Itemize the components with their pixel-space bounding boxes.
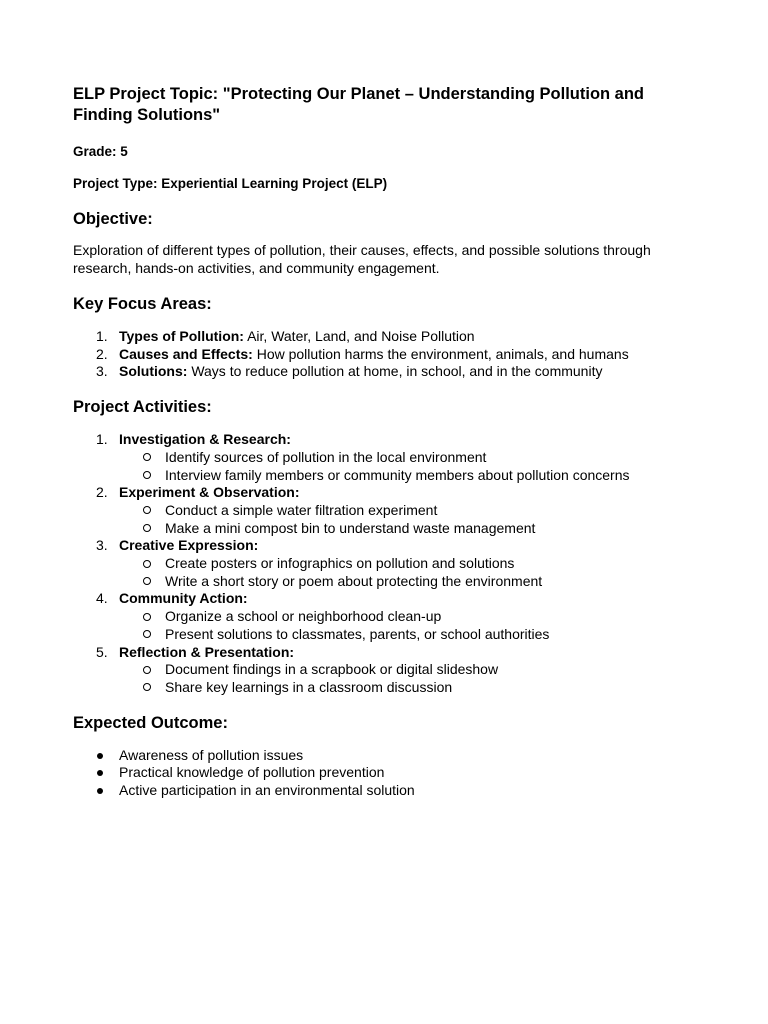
activity-item: [73, 431, 693, 484]
key-focus-item: [73, 346, 693, 364]
activity-subitem: Document findings in a scrapbook or digital slideshow: [73, 661, 693, 679]
list-number: 2.: [96, 345, 108, 362]
activity-subitem: Conduct a simple water filtration experiment: [73, 502, 693, 520]
activity-item: [73, 644, 693, 697]
activity-title: [73, 590, 693, 608]
hollow-bullet-icon: [143, 560, 151, 568]
activity-title: [73, 644, 693, 662]
activity-title: [73, 484, 693, 502]
list-number: 5.: [96, 643, 108, 660]
item-label: Causes and Effects:: [119, 345, 253, 362]
hollow-bullet-icon: [143, 683, 151, 691]
key-focus-item: [73, 328, 693, 346]
list-number: 1.: [96, 431, 108, 448]
activity-label: Reflection & Presentation:: [119, 643, 295, 660]
hollow-bullet-icon: [143, 453, 151, 461]
hollow-bullet-icon: [143, 630, 151, 638]
item-text: Ways to reduce pollution at home, in school, and in the community: [187, 363, 603, 380]
activity-title: [73, 537, 693, 555]
item-label: Solutions:: [119, 363, 188, 380]
list-number: 4.: [96, 590, 108, 607]
activity-label: Experiment & Observation:: [119, 484, 300, 501]
hollow-bullet-icon: [143, 666, 151, 674]
activity-item: [73, 484, 693, 537]
bullet-icon: [97, 753, 103, 759]
list-number: 1.: [96, 328, 108, 344]
item-text: How pollution harms the environment, animals, and humans: [252, 345, 629, 362]
outcome-item: Active participation in an environmental solution: [73, 782, 693, 800]
hollow-bullet-icon: [143, 506, 151, 514]
outcome-list: [73, 747, 693, 800]
document-title: ELP Project Topic: "Protecting Our Planet – Understanding Pollution and Finding Solutions": [73, 85, 645, 124]
outcome-item: Awareness of pollution issues: [73, 747, 693, 765]
item-text: Air, Water, Land, and Noise Pollution: [243, 328, 475, 344]
objective-heading: Objective:: [73, 210, 153, 228]
grade-line: Grade: 5: [73, 144, 128, 159]
activities-heading: Project Activities:: [73, 398, 212, 417]
item-label: Types of Pollution:: [119, 328, 244, 344]
activity-subitem: Create posters or infographics on pollution and solutions: [73, 555, 693, 573]
activity-subitem: Make a mini compost bin to understand waste management: [73, 520, 693, 538]
activity-subitem: Share key learnings in a classroom discussion: [73, 679, 693, 697]
project-type-line: Project Type: Experiential Learning Project (ELP): [73, 176, 388, 191]
activity-item: [73, 537, 693, 590]
document-page: [73, 84, 693, 800]
outcome-heading: Expected Outcome:: [73, 713, 228, 732]
hollow-bullet-icon: [143, 471, 151, 479]
activity-item: [73, 590, 693, 643]
activity-subitem: Write a short story or poem about protecting the environment: [73, 573, 693, 591]
hollow-bullet-icon: [143, 524, 151, 532]
activity-subitem: Identify sources of pollution in the local environment: [73, 449, 693, 467]
list-number: 2.: [96, 484, 108, 501]
activities-list: [73, 431, 693, 697]
key-focus-item: [73, 363, 693, 381]
bullet-icon: [97, 770, 103, 776]
hollow-bullet-icon: [143, 613, 151, 621]
activity-title: [73, 431, 693, 449]
key-focus-heading: Key Focus Areas:: [73, 295, 212, 313]
list-number: 3.: [96, 363, 108, 380]
objective-text: Exploration of different types of pollution, their causes, effects, and possible solutions through research, hands-on activities, and community engagement.: [73, 242, 651, 276]
activity-subitem: Present solutions to classmates, parents, or school authorities: [73, 626, 693, 644]
hollow-bullet-icon: [143, 577, 151, 585]
outcome-item: Practical knowledge of pollution prevention: [73, 764, 693, 782]
activity-label: Investigation & Research:: [119, 431, 291, 448]
activity-label: Community Action:: [119, 590, 248, 607]
activity-subitem: Interview family members or community members about pollution concerns: [73, 467, 693, 485]
activity-label: Creative Expression:: [119, 537, 259, 554]
bullet-icon: [97, 788, 103, 794]
activity-subitem: Organize a school or neighborhood clean-up: [73, 608, 693, 626]
list-number: 3.: [96, 537, 108, 554]
key-focus-list: [73, 328, 693, 381]
